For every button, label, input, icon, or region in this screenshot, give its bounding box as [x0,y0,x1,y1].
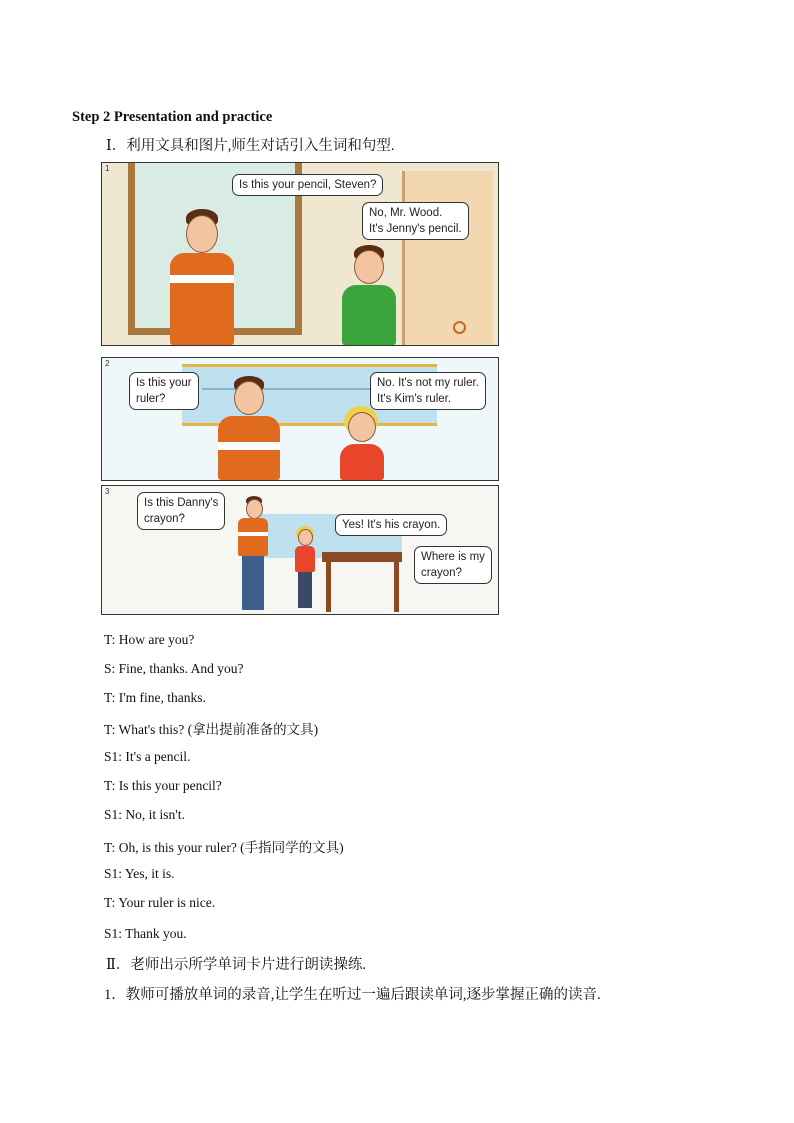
dialogue-line: T: Your ruler is nice. [104,895,216,910]
girl-figure [334,406,390,480]
panel-number: 3 [105,487,110,496]
dialogue-line: T: How are you? [104,632,195,647]
dialogue-line: S1: It's a pencil. [104,749,191,764]
step-heading: Step 2 Presentation and practice [72,109,273,125]
dialogue-line: T: I'm fine, thanks. [104,690,206,705]
section-2-title: Ⅱ．老师出示所学单词卡片进行朗读操练. [106,957,366,973]
dialogue-line: T: Is this your pencil? [104,778,222,793]
speech-bubble: Is this your ruler? [129,372,199,410]
speech-bubble: No. It's not my ruler. It's Kim's ruler. [370,372,486,410]
speech-bubble: Is this Danny's crayon? [137,492,225,530]
section-1-title: Ⅰ．利用文具和图片,师生对话引入生词和句型. [106,138,395,154]
dialogue-line: T: What's this? (拿出提前准备的文具) [104,722,319,737]
door-illustration [402,171,493,345]
desk-illustration [326,562,331,612]
dialogue-line: T: Oh, is this your ruler? (手指同学的文具) [104,840,344,855]
dialogue-line: S1: No, it isn't. [104,807,185,822]
dialogue-line: S1: Thank you. [104,926,187,941]
speech-bubble: Yes! It's his crayon. [335,514,447,536]
comic-panel-1 [101,162,499,346]
teacher-figure [236,496,272,612]
comic-panel-3 [101,485,499,615]
panel-number: 2 [105,359,110,368]
desk-illustration [394,562,399,612]
teacher-figure [212,376,292,480]
section-2-item-1: 1．教师可播放单词的录音,让学生在听过一遍后跟读单词,逐步掌握正确的读音. [104,987,601,1003]
comic-panel-2 [101,357,499,481]
student-figure [338,245,400,345]
speech-bubble: Where is my crayon? [414,546,492,584]
panel-number: 1 [105,164,110,173]
teacher-figure [162,209,252,345]
speech-bubble: No, Mr. Wood. It's Jenny's pencil. [362,202,469,240]
dialogue-line: S: Fine, thanks. And you? [104,661,244,676]
desk-illustration [322,552,402,562]
dialogue-line: S1: Yes, it is. [104,866,175,881]
door-knob [453,321,466,334]
speech-bubble: Is this your pencil, Steven? [232,174,383,196]
girl-figure [292,526,318,610]
